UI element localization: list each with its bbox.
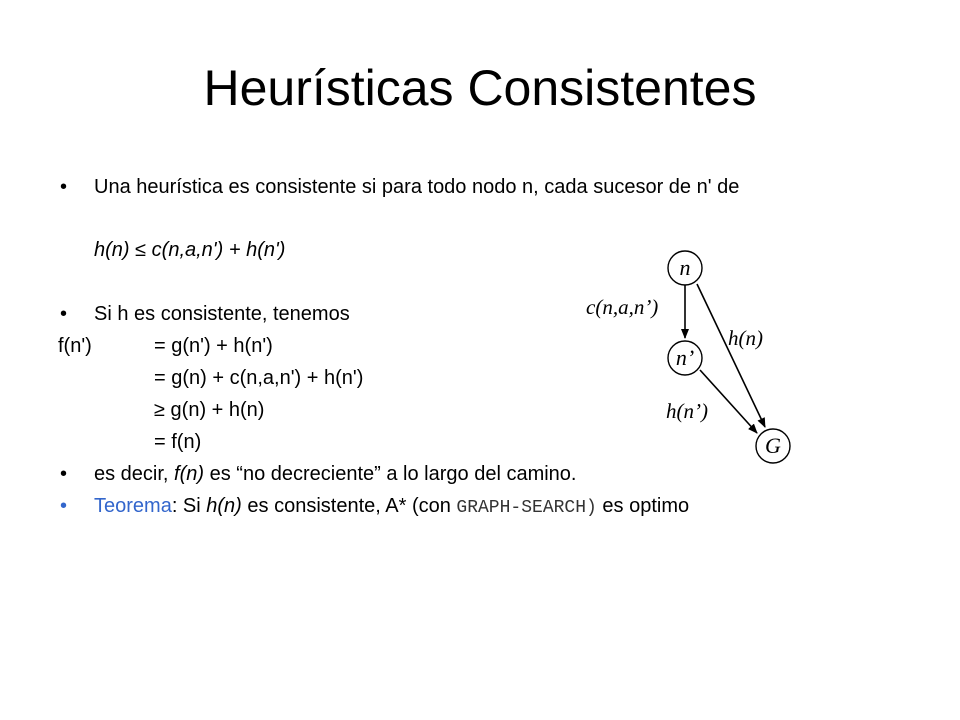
node-goal-label: G: [765, 433, 781, 458]
consistency-diagram: [570, 240, 800, 475]
edge-label-h-nprime: h(n’): [666, 399, 708, 423]
consistency-inequality: h(n) ≤ c(n,a,n') + h(n'): [94, 239, 286, 261]
derivation-lhs: f(n'): [58, 335, 92, 357]
graph-search-code: GRAPH-SEARCH): [456, 498, 597, 518]
bullet-marker: •: [60, 176, 68, 198]
theorem-label: Teorema: [94, 495, 172, 517]
derivation-step: ≥ g(n) + h(n): [154, 399, 265, 421]
bullet-marker: •: [60, 495, 68, 517]
derivation-step: = g(n') + h(n'): [154, 335, 273, 357]
bullet-marker: •: [60, 463, 68, 485]
node-n-label: n: [679, 255, 691, 280]
edge-label-h-n: h(n): [728, 326, 763, 350]
bullet-if-consistent: Si h es consistente, tenemos: [94, 303, 350, 325]
bullet-non-decreasing: [94, 462, 576, 486]
h-of-n: h(n): [206, 495, 242, 517]
f-of-n: f(n): [174, 463, 205, 485]
node-nprime: [668, 341, 702, 375]
bullet-text: es optimo: [596, 495, 690, 517]
bullet-theorem: [94, 494, 689, 520]
slide-title: Heurísticas Consistentes: [203, 60, 757, 116]
bullet-consistency-definition: Una heurística es consistente si para todo nodo n, cada sucesor de n' de: [94, 176, 740, 198]
node-n: [668, 251, 702, 285]
node-goal: [756, 429, 790, 463]
bullet-text: es consistente, A* (con: [241, 495, 457, 517]
bullet-text: es decir,: [94, 463, 175, 485]
edge-label-cost: c(n,a,n’): [586, 295, 659, 319]
bullet-text: es “no decreciente” a lo largo del camino.: [204, 463, 577, 485]
bullet-marker: •: [60, 303, 68, 325]
edge-nprime-to-goal: [700, 370, 757, 433]
node-nprime-label: n’: [675, 345, 695, 370]
derivation-step: = g(n) + c(n,a,n') + h(n'): [154, 367, 364, 389]
bullet-text: : Si: [171, 495, 207, 517]
derivation-step: = f(n): [154, 431, 202, 453]
